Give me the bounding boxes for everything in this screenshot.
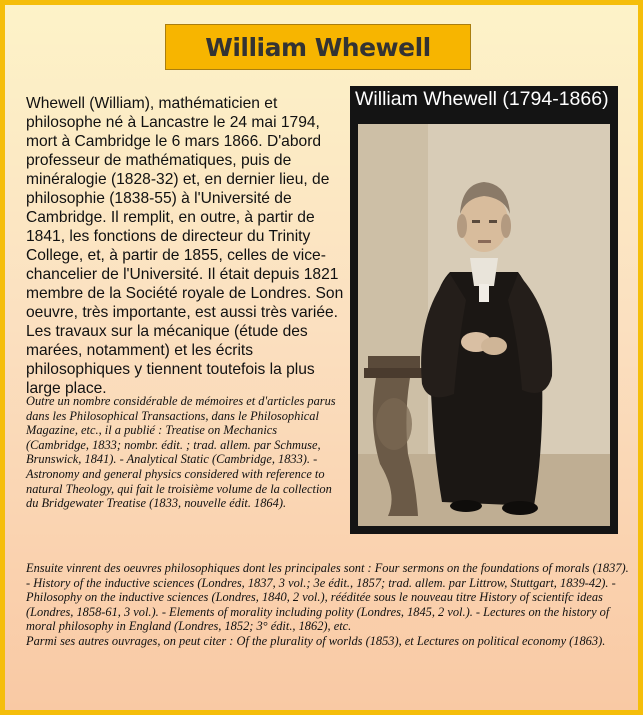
further-works <box>26 561 634 649</box>
portrait-photo <box>358 124 610 526</box>
works-paragraph: Outre un nombre considérable de mémoires et d'articles parus dans les Philosophical Transactions, dans le Philosophical Magazine, etc., il a publié : Treatise on Mechanics (Cambridge, 1833; nombr. édit. ; trad. allem. par Schmuse, Brunswick, 1841). - Analytical Static (Cambridge, 1833). - Astronomy and general physics considered with reference to natural Theology, qui fait le troisième volume de la collection du Bridgewater Treatise (1833, nouvelle édit. 1864). <box>26 394 336 511</box>
page-title-text: William Whewell <box>205 32 431 62</box>
lead-paragraph: Whewell (William), mathématicien et philosophe né à Lancastre le 24 mai 1794, mort à Cambridge le 6 mars 1866. D'abord professeur de mathématiques, puis de minéralogie (1828-32) et, en dernier lieu, de philosophie (1838-55) à l'Université de Cambridge. Il remplit, en outre, à partir de 1841, les fonctions de directeur du Trinity College, et, à partir de 1855, celles de vice-chancelier de l'Université. Il était depuis 1821 membre de la Société royale de Londres. Son oeuvre, très importante, est aussi très variée. Les travaux sur la mécanique (étude des marées, notamment) et les écrits philosophiques y tiennent toutefois la plus large place. <box>26 95 344 397</box>
photo-caption: William Whewell (1794-1866) <box>355 88 609 110</box>
page-title <box>165 24 471 70</box>
philosophy-paragraph: Ensuite vinrent des oeuvres philosophiques dont les principales sont : Four sermons on the foundations of morals (1837). - History of the inductive sciences (Londres, 1837, 3 vol.; 3e édit., 1857; trad. allem. par Littrow, Stuttgart, 1839-42). - Philosophy on the inductive sciences (Londres, 1840, 2 vol.), rééditée sous le nouveau titre History of scientifc ideas (Londres, 1858-61, 3 vol.). - Elements of morality including polity (Londres, 1845, 2 vol.). - Lectures on the history of moral philosophy in England (Londres, 1852; 3° édit., 1862), etc. <box>26 561 629 634</box>
portrait-photo-icon <box>358 124 610 526</box>
other-works-paragraph: Parmi ses autres ouvrages, on peut citer : Of the plurality of worlds (1853), et Lectures on political economy (1863). <box>26 633 606 648</box>
photo-panel <box>350 86 618 534</box>
